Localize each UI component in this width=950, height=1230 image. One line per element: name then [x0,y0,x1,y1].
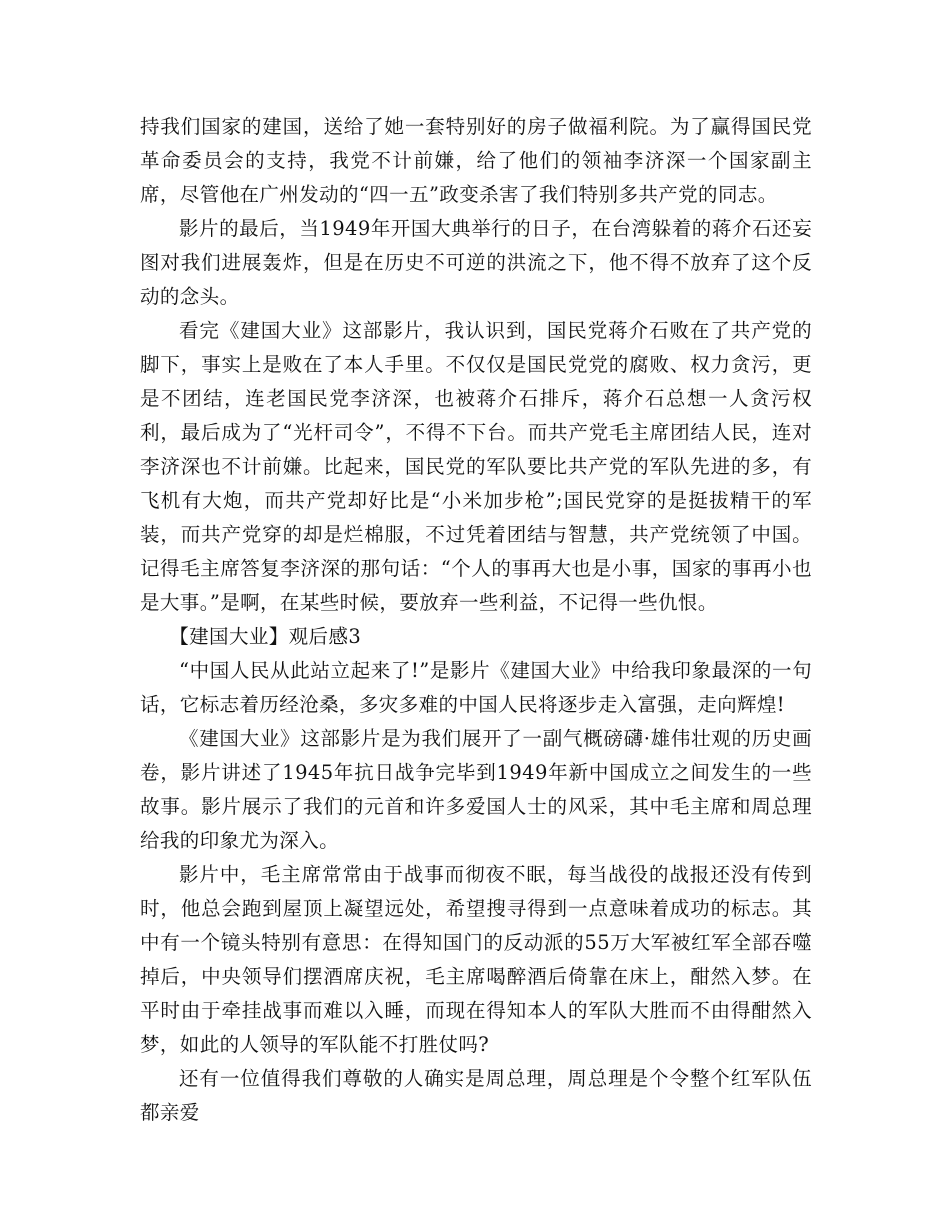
paragraph-reflection: 看完《建国大业》这部影片，我认识到，国民党蒋介石败在了共产党的脚下，事实上是败在了本人手里。不仅仅是国民党党的腐败、权力贪污，更是不团结，连老国民党李济深，也被蒋介石排斥，蒋介石总想一人贪污权利，最后成为了“光杆司令”，不得不下台。而共产党毛主席团结人民，连对李济深也不计前嫌。比起来，国民党的军队要比共产党的军队先进的多，有飞机有大炮，而共产党却好比是“小米加步枪”;国民党穿的是挺拔精干的军装，而共产党穿的却是烂棉服，不过凭着团结与智慧，共产党统领了中国。记得毛主席答复李济深的那句话：“个人的事再大也是小事，国家的事再小也是大事。”是啊，在某些时候，要放弃一些利益，不记得一些仇恨。 [140,319,812,614]
paragraph-ceremony: 影片的最后，当1949年开国大典举行的日子，在台湾躲着的蒋介石还妄图对我们进展轰炸，但是在历史不可逆的洪流之下，他不得不放弃了这个反动的念头。 [140,217,812,308]
section-heading: 【建国大业】观后感3 [169,625,362,648]
document-page [140,110,812,1130]
paragraph-chairman-mao: 影片中，毛主席常常由于战事而彻夜不眠，每当战役的战报还没有传到时，他总会跑到屋顶上凝望远处，希望搜寻得到一点意味着成功的标志。其中有一个镜头特别有意思：在得知国门的反动派的55万大军被红军全部吞噬掉后，中央领导们摆酒席庆祝，毛主席喝醉酒后倚靠在床上，酣然入梦。在平时由于牵挂战事而难以入睡，而现在得知本人的军队大胜而不由得酣然入梦，如此的人领导的军队能不打胜仗吗? [140,863,812,1056]
paragraph-continuation: 持我们国家的建国，送给了她一套特别好的房子做福利院。为了赢得国民党革命委员会的支持，我党不计前嫌，给了他们的领袖李济深一个国家副主席，尽管他在广州发动的“四一五”政变杀害了我们特别多共产党的同志。 [140,115,812,206]
paragraph-quote: “中国人民从此站立起来了!”是影片《建国大业》中给我印象最深的一句话，它标志着历经沧桑，多灾多难的中国人民将逐步走入富强，走向辉煌! [140,659,812,716]
paragraph-premier-zhou: 还有一位值得我们尊敬的人确实是周总理，周总理是个令整个红军队伍都亲爱 [140,1067,812,1124]
paragraph-film-overview: 《建国大业》这部影片是为我们展开了一副气概磅礴·雄伟壮观的历史画卷，影片讲述了1945年抗日战争完毕到1949年新中国成立之间发生的一些故事。影片展示了我们的元首和许多爱国人士的风采，其中毛主席和周总理给我的印象尤为深入。 [140,727,812,852]
